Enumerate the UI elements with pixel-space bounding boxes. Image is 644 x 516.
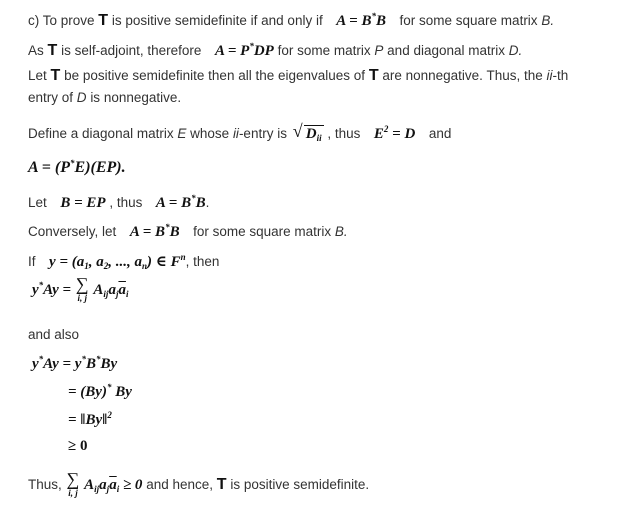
equation-row-4: [68, 438, 87, 455]
text: and diagonal matrix: [387, 43, 505, 58]
equation-row-2: [68, 382, 132, 401]
text: are nonnegative. Thus, the: [382, 68, 543, 83]
text: , thus: [109, 195, 143, 210]
text: for some matrix: [277, 43, 371, 58]
line-4: [28, 89, 181, 107]
text: If: [28, 254, 36, 269]
text: B.: [541, 13, 555, 28]
text: D: [76, 90, 87, 105]
operator-T: T: [216, 476, 227, 493]
text: and also: [28, 327, 80, 342]
text: ii: [232, 126, 239, 141]
text: B.: [334, 224, 348, 239]
formula-a-equals-bstar-b: A = B*B: [129, 222, 180, 240]
text: is nonnegative.: [90, 90, 182, 105]
formula-a-equals-bstar-b: A = B*B: [336, 11, 386, 29]
text: and: [428, 126, 452, 141]
sqrt-d-ii: √ $D_{ii}$: [295, 125, 324, 147]
operator-T: T: [47, 42, 58, 59]
formula: ≥ 0: [68, 438, 88, 454]
line-10: [28, 326, 79, 344]
text: entry of: [28, 90, 74, 105]
operator-T: T: [98, 12, 109, 29]
text: , thus: [327, 126, 361, 141]
line-9: [28, 248, 219, 275]
operator-T: T: [368, 67, 379, 84]
formula: = ‖By‖$^2$: [68, 410, 112, 428]
text: -entry is: [238, 126, 287, 141]
operator-T: T: [50, 67, 61, 84]
equation-row-1: [32, 354, 117, 373]
line-8: [28, 218, 348, 241]
text: P: [374, 43, 384, 58]
text: c) To prove: [28, 13, 95, 28]
text: Conversely, let: [28, 224, 117, 239]
equation-ystar-ay-sum: [32, 276, 128, 304]
text: .: [205, 195, 210, 210]
equation-row-3: [68, 410, 112, 429]
text: Define a diagonal matrix: [28, 126, 174, 141]
text: , then: [185, 254, 220, 269]
summation: ∑ i, j: [75, 274, 89, 303]
text: whose: [190, 126, 230, 141]
formula-e-squared-equals-d: $E^2 = D$: [373, 124, 416, 142]
line-2: [28, 37, 522, 60]
text: Let: [28, 68, 47, 83]
formula: y*Ay = y*B*By: [32, 354, 118, 372]
text: -th: [552, 68, 569, 83]
text: is positive semidefinite if and only if: [111, 13, 323, 28]
text: D.: [508, 43, 523, 58]
formula-b-equals-ep: B = EP: [60, 195, 106, 211]
formula-a-equals-pstar-e-ep: A = (P*E)(EP).: [28, 158, 126, 176]
text: be positive semidefinite then all the eigenvalues of: [64, 68, 366, 83]
formula-a-equals-bstar-b: A = B*B: [155, 193, 206, 211]
line-5: [28, 120, 451, 147]
formula-a-equals-pstar-dp: A = P*DP: [214, 41, 274, 59]
text: As: [28, 43, 44, 58]
text: E: [177, 126, 187, 141]
text: ii: [546, 68, 553, 83]
line-6: [28, 154, 126, 177]
text: for some square matrix: [399, 13, 538, 28]
line-7: [28, 189, 209, 212]
text: is self-adjoint, therefore: [61, 43, 202, 58]
line-1: [28, 7, 554, 30]
summation: ∑ i, j: [66, 469, 80, 499]
formula-lhs: y*Ay =: [32, 279, 72, 298]
formula-term-geq-zero: $A_{ij}a_j\overline{a}_i \ge 0$: [84, 477, 143, 494]
formula-y-vector: $y = (a_1$, $a_2$, ..., $a_n$) ∈ $F^n$: [49, 252, 186, 271]
text: and hence,: [146, 477, 214, 492]
line-3: [28, 67, 568, 85]
text: Thus,: [28, 477, 62, 492]
text: is positive semidefinite.: [230, 477, 370, 492]
conclusion-line: [28, 470, 369, 504]
text: Let: [28, 195, 47, 210]
text: for some square matrix: [193, 224, 332, 239]
formula: = (By)* By: [68, 382, 132, 400]
formula-term: $A_{ij}a_j\overline{a}_i$: [93, 281, 129, 299]
